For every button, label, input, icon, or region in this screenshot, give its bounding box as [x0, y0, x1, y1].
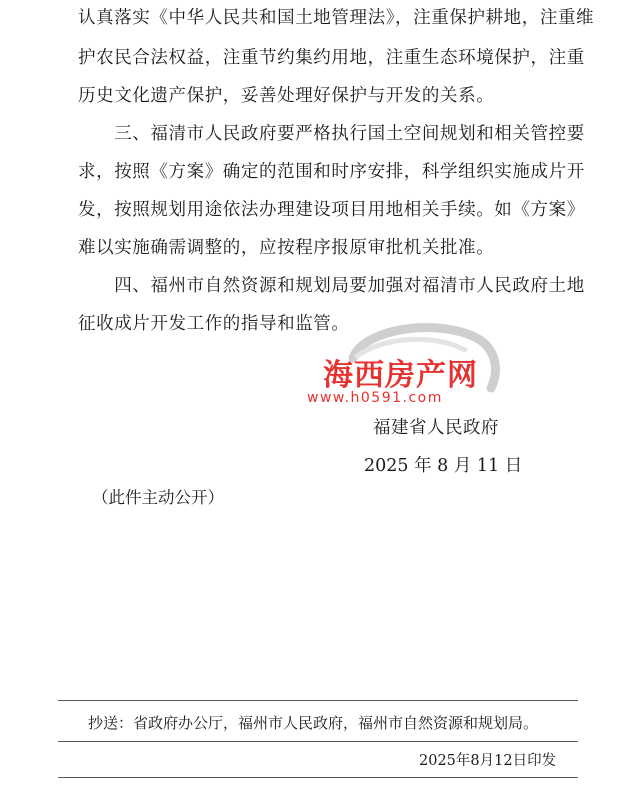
body-line: 发，按照规划用途依法办理建设项目用地相关手续。如《方案》 [78, 200, 585, 220]
body-line: 难以实施确需调整的，应按程序报原审批机关批准。 [78, 238, 495, 258]
body-line: 求，按照《方案》确定的范围和时序安排，科学组织实施成片开 [78, 162, 585, 182]
printed-date: 2025年8月12日印发 [419, 753, 557, 769]
body-line: 征收成片开发工作的指导和监管。 [78, 314, 350, 334]
disclosure-note: （此件主动公开） [92, 488, 224, 507]
footer-divider [58, 741, 578, 742]
footer-divider [58, 700, 578, 701]
signing-date: 2025 年 8 月 11 日 [364, 456, 523, 476]
signing-organization: 福建省人民政府 [373, 418, 499, 438]
body-line: 三、福清市人民政府要严格执行国土空间规划和相关管控要 [78, 124, 585, 144]
body-line: 历史文化遗产保护，妥善处理好保护与开发的关系。 [78, 86, 495, 106]
footer-divider [58, 777, 578, 778]
body-line: 认真落实《中华人民共和国土地管理法》，注重保护耕地，注重维 [78, 8, 595, 28]
watermark-name: 海西房产网 [323, 358, 478, 393]
body-line: 护农民合法权益，注重节约集约用地，注重生态环境保护，注重 [78, 48, 585, 68]
watermark [295, 318, 525, 418]
body-line: 四、福州市自然资源和规划局要加强对福清市人民政府土地 [78, 276, 585, 296]
watermark-url: www.h0591.com [307, 390, 443, 406]
cc-line: 抄送：省政府办公厅，福州市人民政府，福州市自然资源和规划局。 [88, 714, 539, 732]
